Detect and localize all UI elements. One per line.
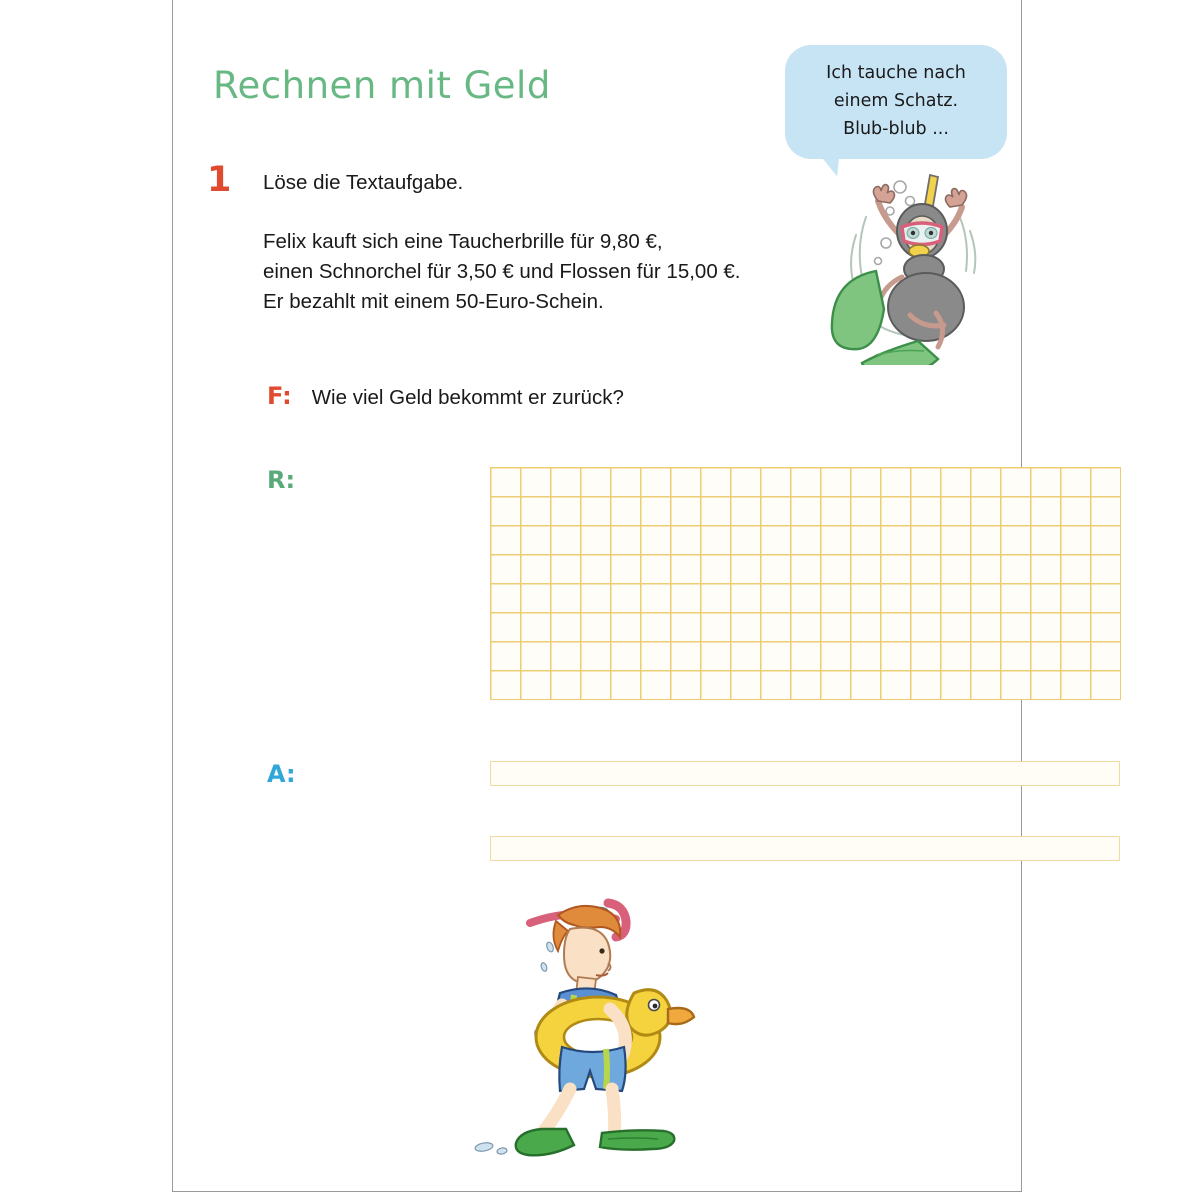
answer-line-1[interactable] <box>490 761 1120 786</box>
task-number: 1 <box>207 160 232 200</box>
answer-label: A: <box>267 760 296 788</box>
question-text: Wie viel Geld bekommt er zurück? <box>311 386 624 409</box>
worksheet-sheet <box>172 0 1022 1192</box>
ant-diver-illustration <box>818 165 1003 365</box>
question-label: F: <box>267 382 292 410</box>
task-instruction: Löse die Textaufgabe. <box>263 171 464 194</box>
speech-bubble-line-3: Blub-blub ... <box>843 119 949 139</box>
boy-with-duck-ring-illustration <box>458 885 713 1160</box>
story-line-2: einen Schnorchel für 3,50 € und Flossen für 15,00 €. <box>263 260 741 283</box>
story-line-3: Er bezahlt mit einem 50-Euro-Schein. <box>263 290 604 313</box>
speech-bubble-line-1: Ich tauche nach <box>826 63 966 83</box>
answer-line-2[interactable] <box>490 836 1120 861</box>
question-row <box>267 384 624 410</box>
calculation-label: R: <box>267 466 296 494</box>
speech-bubble <box>785 45 1007 159</box>
page-title: Rechnen mit Geld <box>213 64 551 107</box>
speech-bubble-line-2: einem Schatz. <box>833 91 959 111</box>
task-story-text <box>263 227 741 317</box>
story-line-1: Felix kauft sich eine Taucherbrille für 9,80 €, <box>263 230 663 253</box>
calculation-grid[interactable] <box>490 467 1121 700</box>
